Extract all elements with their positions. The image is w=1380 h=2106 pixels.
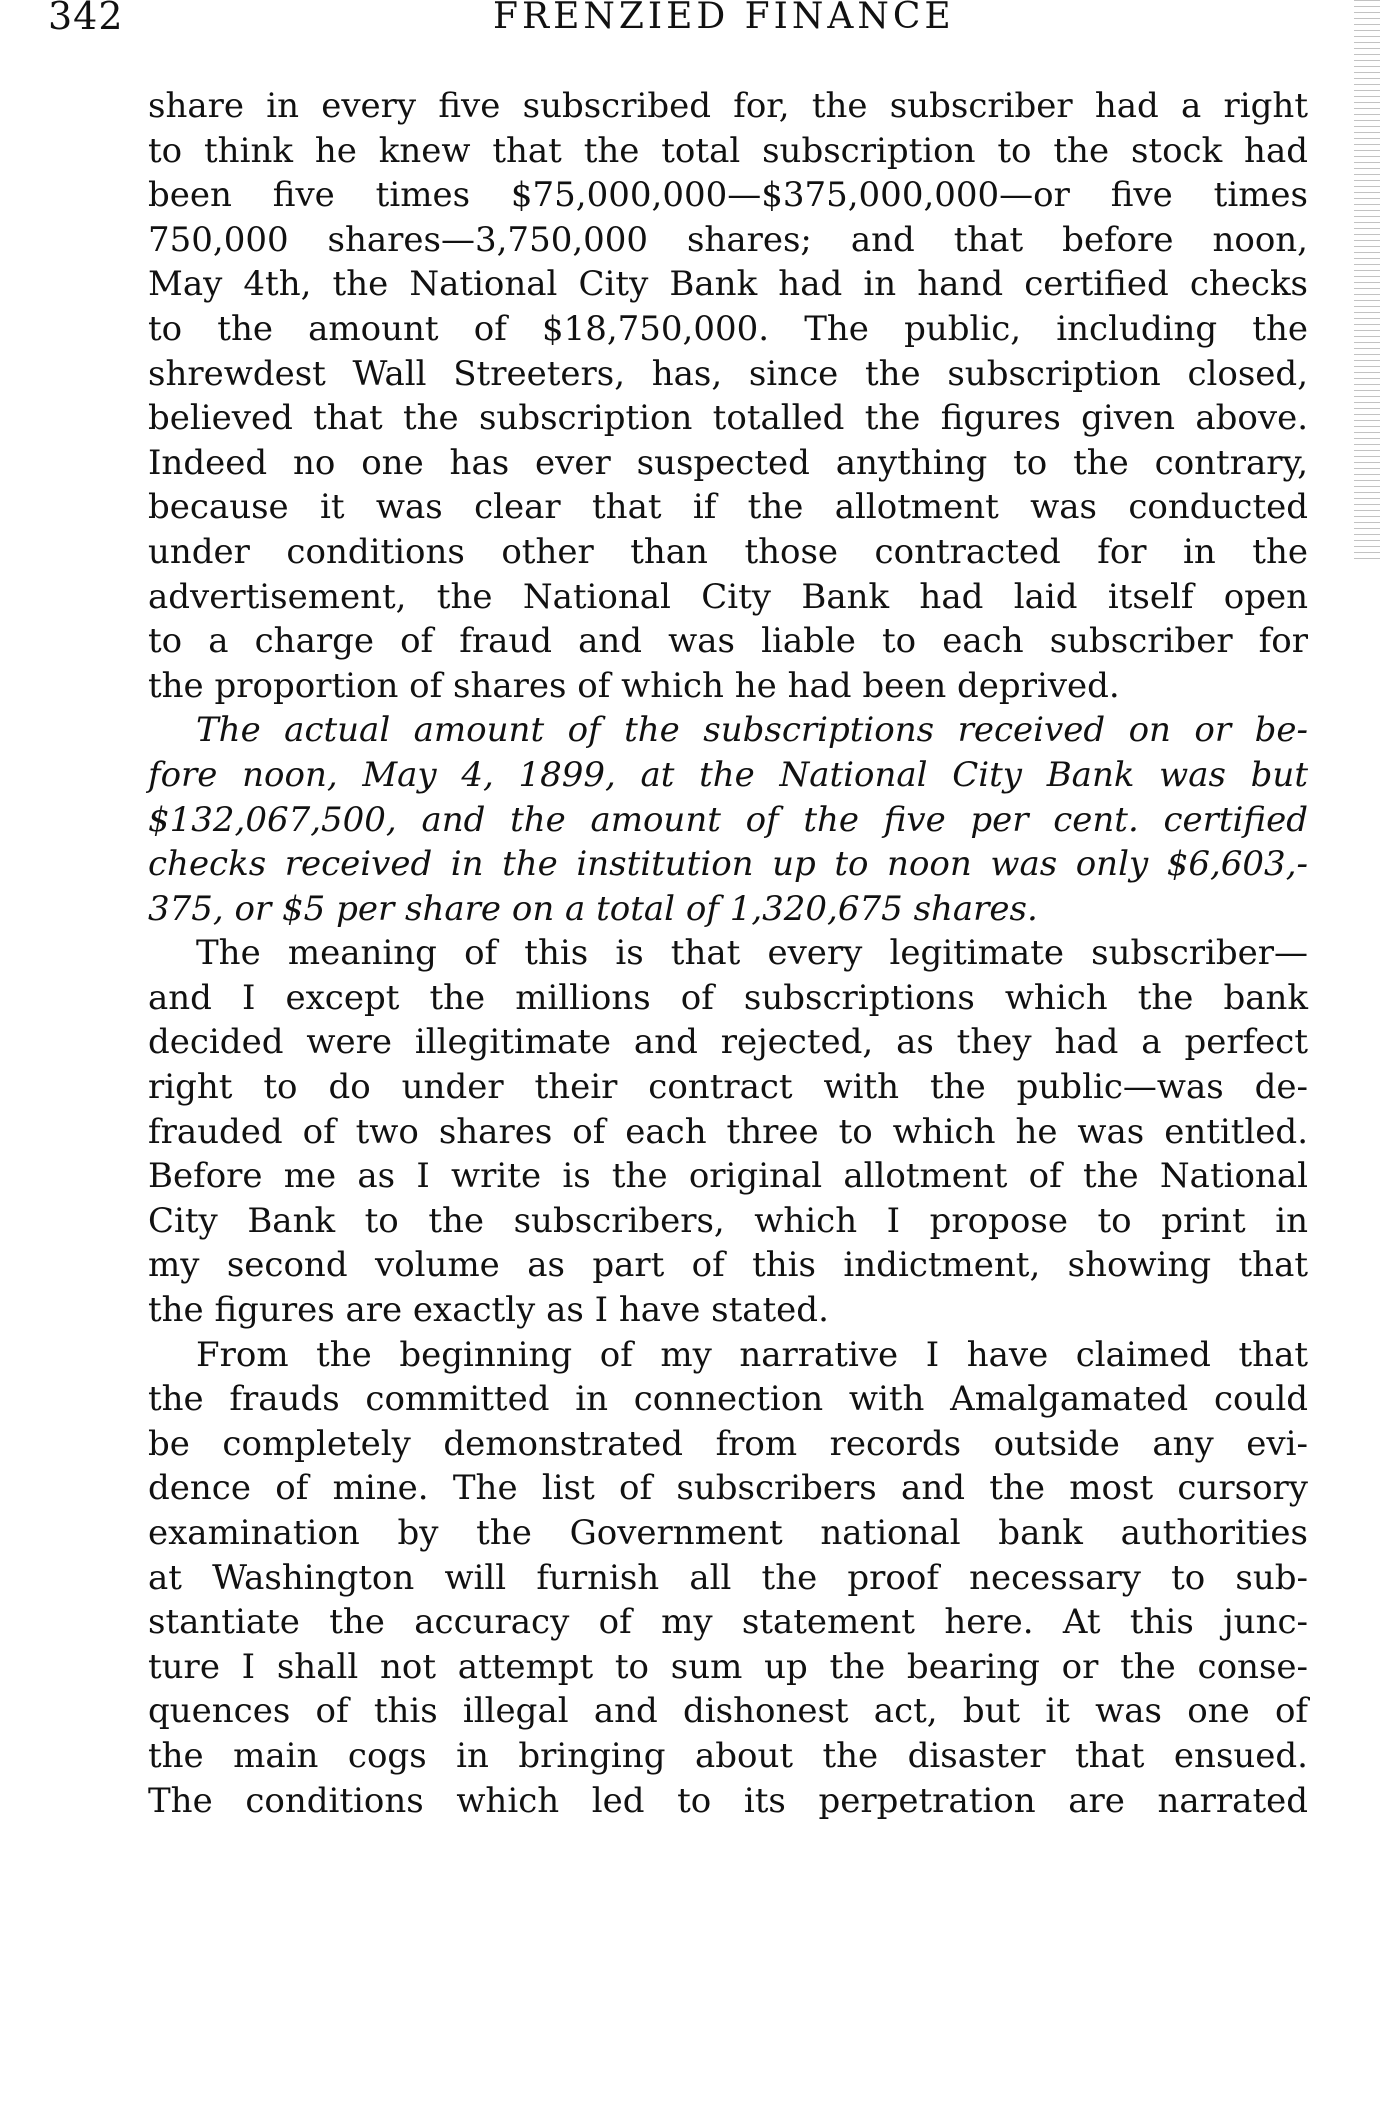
text-line: dence of mine. The list of subscribers and the most cursory <box>148 1468 1308 1509</box>
text-line: believed that the subscription totalled the figures given above. <box>148 398 1308 439</box>
text-line: the proportion of shares of which he had been deprived. <box>148 665 1120 706</box>
paragraph-3 <box>148 931 1308 1332</box>
text-line: the figures are exactly as I have stated. <box>148 1290 829 1331</box>
text-line: May 4th, the National City Bank had in hand certified checks <box>148 264 1308 305</box>
text-line: be completely demonstrated from records outside any evi- <box>148 1423 1308 1464</box>
text-line: because it was clear that if the allotment was conducted <box>148 487 1308 528</box>
paragraph-1 <box>148 84 1308 708</box>
text-line: and I except the millions of subscriptions which the bank <box>148 977 1308 1018</box>
text-line: the main cogs in bringing about the disaster that ensued. <box>148 1735 1308 1776</box>
text-line: stantiate the accuracy of my statement here. At this junc- <box>148 1602 1308 1643</box>
text-line: Before me as I write is the original allotment of the National <box>148 1156 1308 1197</box>
text-line: fore noon, May 4, 1899, at the National City Bank was but <box>148 754 1308 795</box>
text-line: 375, or $5 per share on a total of 1,320,675 shares. <box>148 888 1038 929</box>
text-line: my second volume as part of this indictment, showing that <box>148 1245 1308 1286</box>
page-edge-shading <box>1354 0 1380 560</box>
text-line: $132,067,500, and the amount of the five per cent. certified <box>148 799 1308 840</box>
paragraph-2-italic <box>148 708 1308 931</box>
text-line: right to do under their contract with the public—was de- <box>148 1067 1308 1108</box>
text-line: to think he knew that the total subscription to the stock had <box>148 130 1308 171</box>
text-line: the frauds committed in connection with Amalgamated could <box>148 1379 1308 1420</box>
text-line: decided were illegitimate and rejected, as they had a perfect <box>148 1022 1308 1063</box>
text-line: The conditions which led to its perpetration are narrated <box>148 1780 1308 1821</box>
text-line: been five times $75,000,000—$375,000,000—or five times <box>148 175 1308 216</box>
text-line: From the beginning of my narrative I have claimed that <box>196 1334 1308 1375</box>
text-line: ture I shall not attempt to sum up the bearing or the conse- <box>148 1646 1308 1687</box>
text-line: to the amount of $18,750,000. The public, including the <box>148 308 1308 349</box>
text-line: 750,000 shares—3,750,000 shares; and that before noon, <box>148 219 1308 260</box>
text-line: advertisement, the National City Bank had laid itself open <box>148 576 1308 617</box>
text-line: examination by the Government national bank authorities <box>148 1513 1308 1553</box>
text-line: at Washington will furnish all the proof necessary to sub- <box>148 1557 1308 1598</box>
text-line: quences of this illegal and dishonest act, but it was one of <box>148 1691 1308 1732</box>
text-line: frauded of two shares of each three to which he was entitled. <box>148 1111 1308 1152</box>
text-line: The meaning of this is that every legitimate subscriber— <box>196 933 1308 974</box>
text-line: Indeed no one has ever suspected anything to the contrary, <box>148 442 1308 483</box>
text-line: checks received in the institution up to noon was only $6,603,- <box>148 844 1308 885</box>
text-line: share in every five subscribed for, the subscriber had a right <box>148 86 1308 126</box>
running-head <box>30 0 1270 50</box>
text-line: under conditions other than those contracted for in the <box>148 531 1308 572</box>
text-line: City Bank to the subscribers, which I propose to print in <box>148 1200 1308 1241</box>
body-text <box>148 84 1308 1823</box>
text-line: to a charge of fraud and was liable to each subscriber for <box>148 621 1308 662</box>
running-title: FRENZIED FINANCE <box>493 0 955 37</box>
page-number: 342 <box>48 0 124 38</box>
text-line: The actual amount of the subscriptions received on or be- <box>196 710 1308 751</box>
paragraph-4 <box>148 1333 1308 1824</box>
text-line: shrewdest Wall Streeters, has, since the subscription closed, <box>148 353 1308 394</box>
